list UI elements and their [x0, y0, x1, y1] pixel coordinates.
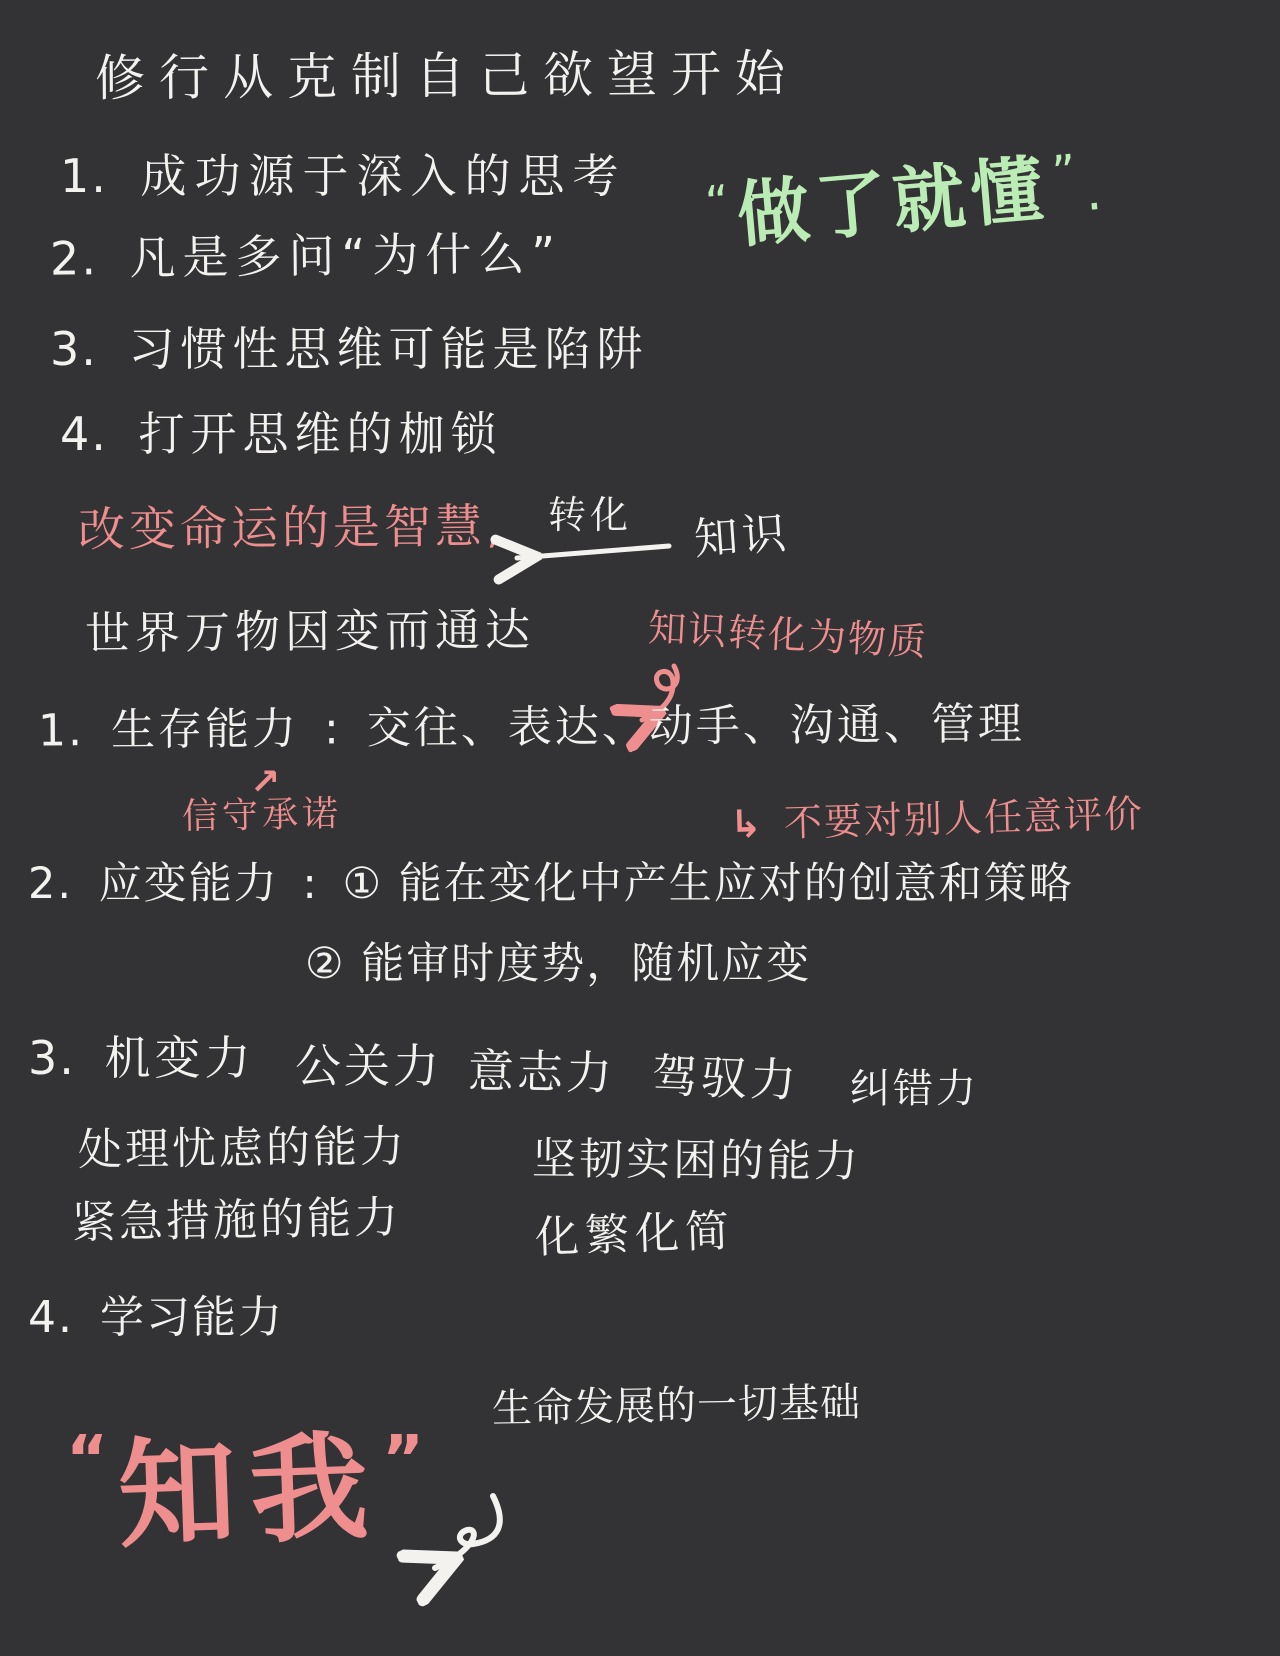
survival-note-right	[729, 793, 1144, 848]
point-4-number: 4.	[60, 407, 108, 461]
keyword-quote-close-mark: ”	[382, 1423, 425, 1497]
ability-survival-name: 生存能力	[110, 703, 300, 756]
green-quote-period: .	[1082, 161, 1105, 224]
curve-down-left-arrow-icon	[415, 1492, 511, 1584]
ability-survival-colon: :	[323, 703, 342, 755]
point-3-text: 习惯性思维可能是陷阱	[128, 322, 649, 376]
green-quote	[703, 143, 1104, 260]
ability-learning-name: 学习能力	[99, 1292, 284, 1343]
ability-adapt-number: 2.	[28, 859, 74, 909]
wisdom-source-text: 知识	[692, 507, 792, 566]
ability-survival-items: 交往、表达、动手、沟通、管理	[366, 698, 1025, 755]
principle-side-note: 知识转化为物质	[647, 605, 930, 665]
capability-simplify: 化繁化简	[534, 1205, 736, 1264]
capability-endure-hardship: 坚韧实困的能力	[531, 1133, 862, 1188]
point-1	[60, 150, 627, 203]
point-2	[50, 227, 563, 285]
wisdom-statement: 改变命运的是智慧,	[77, 499, 506, 558]
hook-arrow-icon: ↳	[729, 801, 765, 847]
point-4	[60, 408, 503, 461]
point-3	[50, 323, 649, 376]
green-quote-text: 做了就懂	[733, 146, 1053, 258]
page-title: 修行从克制自己欲望开始	[94, 44, 800, 108]
green-quote-close-mark: ”	[1049, 143, 1081, 200]
ability-learning-number: 4.	[28, 1292, 74, 1343]
transform-left-arrow-icon	[505, 536, 675, 570]
ability-versatility-line	[28, 1032, 255, 1085]
ability-adapt-line-1	[28, 860, 1074, 909]
point-4-text: 打开思维的枷锁	[138, 407, 503, 461]
point-1-number: 1.	[60, 149, 108, 203]
ability-survival-line	[38, 700, 1025, 757]
capability-handle-worry: 处理忧虑的能力	[77, 1121, 408, 1176]
ability-adapt-point-2: ② 能审时度势，随机应变	[305, 939, 812, 989]
ability-versatility-number: 3.	[28, 1031, 76, 1085]
ability-adapt-point-1: ① 能在变化中产生应对的创意和策略	[342, 859, 1074, 909]
ability-learning-line	[28, 1293, 284, 1344]
green-quote-open-mark: “	[703, 174, 734, 231]
ability-survival-number: 1.	[37, 705, 85, 757]
survival-note-below: 信守承诺	[181, 793, 343, 838]
keyword-know-self: 知我	[115, 1417, 385, 1565]
ability-adapt-colon: :	[302, 859, 319, 909]
skill-error-correction: 纠错力	[850, 1066, 979, 1112]
point-3-number: 3.	[50, 322, 98, 376]
up-right-arrow-icon: ↗	[250, 762, 281, 803]
transform-arrow-label: 转化	[548, 493, 633, 537]
survival-note-right-text: 不要对别人任意评价	[783, 791, 1145, 845]
learning-annotation: 生命发展的一切基础	[491, 1379, 862, 1433]
skill-public-relations: 公关力	[295, 1039, 442, 1093]
point-1-text: 成功源于深入的思考	[140, 149, 627, 203]
capability-emergency-measures: 紧急措施的能力	[71, 1192, 402, 1249]
ability-adapt-name: 应变能力	[98, 859, 279, 909]
point-2-number: 2.	[49, 231, 99, 286]
point-2-text: 凡是多问“为什么”	[129, 226, 563, 285]
principle-statement: 世界万物因变而通达	[84, 603, 536, 660]
skill-willpower: 意志力	[467, 1043, 616, 1101]
ability-versatility-name: 机变力	[104, 1031, 255, 1085]
skill-mastery: 驾驭力	[651, 1048, 800, 1108]
keyword-quote-open-mark: “	[66, 1423, 109, 1497]
